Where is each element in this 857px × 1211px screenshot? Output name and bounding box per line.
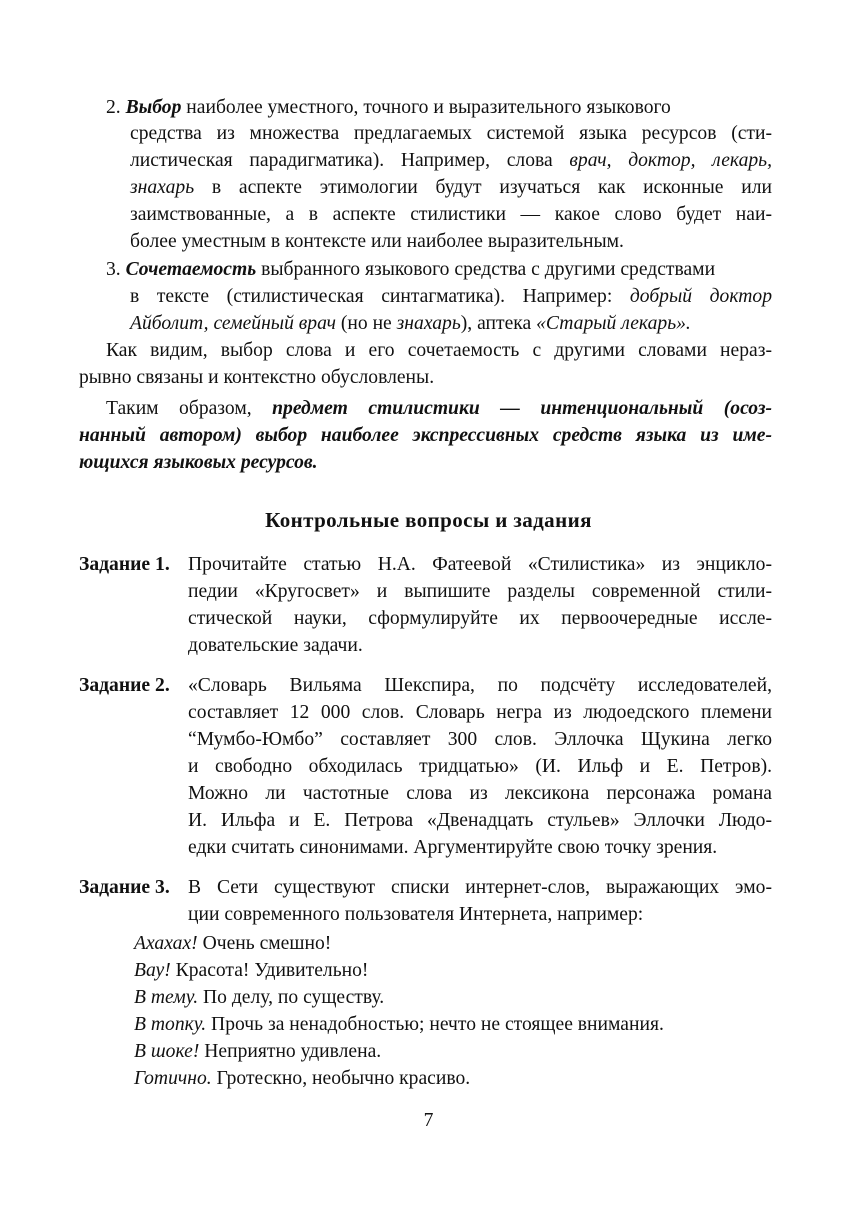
- item2-text: наиболее уместного, точного и выразительного языкового: [186, 97, 671, 118]
- task2-line3: [188, 727, 772, 753]
- example-term: В топку.: [134, 1014, 207, 1035]
- para2-text: Таким образом,: [106, 398, 273, 419]
- task2-text: составляет 12 000 слов. Словарь негра из людоедского племени: [188, 702, 772, 723]
- para1-text: рывно связаны и контекстно обусловлены.: [79, 367, 435, 388]
- section-heading: Контрольные вопросы и задания: [265, 508, 592, 532]
- para1-line2: [79, 365, 434, 391]
- task2-text: “Мумбо-Юмбо” составляет 300 слов. Эллочка Щукина легко: [188, 729, 772, 750]
- task2-text: Можно ли частотные слова из лексикона персонажа романа: [188, 783, 772, 804]
- para2-line3: [79, 450, 318, 476]
- task2-line6: [188, 808, 772, 834]
- task3-line1: [188, 875, 772, 901]
- task1-text: Прочитайте статью Н.А. Фатеевой «Стилистика» из энцикло-: [188, 554, 772, 575]
- example-line: [134, 958, 368, 984]
- item3-line3: [130, 311, 691, 337]
- example-term: Вау!: [134, 960, 171, 981]
- example-line: [134, 1039, 381, 1065]
- item3-example: Айболит, семейный врач: [130, 313, 336, 334]
- example-term: В шоке!: [134, 1041, 200, 1062]
- item2-example-word: знахарь: [130, 177, 195, 198]
- item2-text: более уместным в контексте или наиболее выразительным.: [130, 231, 624, 252]
- para2-line1: [106, 396, 772, 422]
- item2-number: 2.: [106, 97, 121, 118]
- item2-line6: [130, 229, 624, 255]
- item3-text: выбранного языкового средства с другими средствами: [261, 259, 716, 280]
- task3-text: В Сети существуют списки интернет-слов, выражающих эмо-: [188, 877, 772, 898]
- example-term: Готично.: [134, 1068, 212, 1089]
- item2-example-words: врач, доктор, лекарь,: [569, 150, 772, 171]
- item2-text: средства из множества предлагаемых системой языка ресурсов (сти-: [130, 123, 772, 144]
- item2-line3: [130, 148, 772, 174]
- example-term: Ахахах!: [134, 933, 198, 954]
- example-line: [134, 1066, 470, 1092]
- example-line: [134, 931, 331, 957]
- task2-text: и свободно обходилась тридцатью» (И. Ильф и Е. Петров).: [188, 756, 772, 777]
- task1-line1: [188, 552, 772, 578]
- example-line: [134, 985, 384, 1011]
- task1-text: педии «Кругосвет» и выпишите разделы современной стили-: [188, 581, 772, 602]
- task2-line5: [188, 781, 772, 807]
- item2-text: заимствованные, а в аспекте стилистики — какое слово будет наи-: [130, 204, 772, 225]
- task2-text: «Словарь Вильяма Шекспира, по подсчёту исследователей,: [188, 675, 772, 696]
- task1-line3: [188, 606, 772, 632]
- para2-emphasis: ющихся языковых ресурсов.: [79, 452, 318, 473]
- task2-line1: [188, 673, 772, 699]
- item3-number: 3.: [106, 259, 121, 280]
- item3-text: (но не: [335, 313, 397, 334]
- task1-line4: [188, 633, 363, 659]
- para2-line2: [79, 423, 772, 449]
- task2-label: Задание 2.: [79, 675, 170, 696]
- item3-text: в тексте (стилистическая синтагматика). Например:: [130, 286, 630, 307]
- task2-text: едки считать синонимами. Аргументируйте свою точку зрения.: [188, 837, 718, 858]
- task3-text: ции современного пользователя Интернета, например:: [188, 904, 644, 925]
- item2-term: Выбор: [125, 97, 182, 118]
- task1-line2: [188, 579, 772, 605]
- example-definition: Гротескно, необычно красиво.: [211, 1068, 471, 1089]
- item3-text: ), аптека: [460, 313, 537, 334]
- example-line: [134, 1012, 664, 1038]
- task2-line2: [188, 700, 772, 726]
- para1-line1: [106, 338, 772, 364]
- task2-line4: [188, 754, 772, 780]
- item3-line2: [130, 284, 772, 310]
- item3-example: «Старый лекарь».: [536, 313, 691, 334]
- item2-line5: [130, 202, 772, 228]
- para2-emphasis: предмет стилистики — интенциональный (осоз-: [272, 398, 773, 419]
- page-number: 7: [423, 1110, 434, 1131]
- item3-term: Сочетаемость: [125, 259, 257, 280]
- example-definition: По делу, по существу.: [198, 987, 385, 1008]
- example-definition: Неприятно удивлена.: [199, 1041, 382, 1062]
- para2-emphasis: нанный автором) выбор наиболее экспрессивных средств языка из име-: [79, 425, 772, 446]
- example-definition: Красота! Удивительно!: [170, 960, 369, 981]
- task3-line2: [188, 902, 643, 928]
- item3-line1: [106, 257, 715, 283]
- example-term: В тему.: [134, 987, 199, 1008]
- task2-text: И. Ильфа и Е. Петрова «Двенадцать стульев» Эллочки Людо-: [188, 810, 772, 831]
- item2-text: листическая парадигматика). Например, слова: [130, 150, 570, 171]
- item2-line2: [130, 121, 772, 147]
- example-definition: Прочь за ненадобностью; нечто не стоящее внимания.: [206, 1014, 664, 1035]
- item3-example: знахарь: [396, 313, 461, 334]
- item2-text: в аспекте этимологии будут изучаться как исконные или: [194, 177, 772, 198]
- task1-text: стической науки, сформулируйте их первоочередные иссле-: [188, 608, 772, 629]
- item3-example: добрый доктор: [629, 286, 772, 307]
- task1-text: довательские задачи.: [188, 635, 363, 656]
- para1-text: Как видим, выбор слова и его сочетаемость с другими словами нераз-: [106, 340, 772, 361]
- task2-line7: [188, 835, 717, 861]
- item2-line1: [106, 95, 671, 121]
- task1-label: Задание 1.: [79, 554, 170, 575]
- item2-line4: [130, 175, 772, 201]
- example-definition: Очень смешно!: [197, 933, 332, 954]
- task3-label: Задание 3.: [79, 877, 170, 898]
